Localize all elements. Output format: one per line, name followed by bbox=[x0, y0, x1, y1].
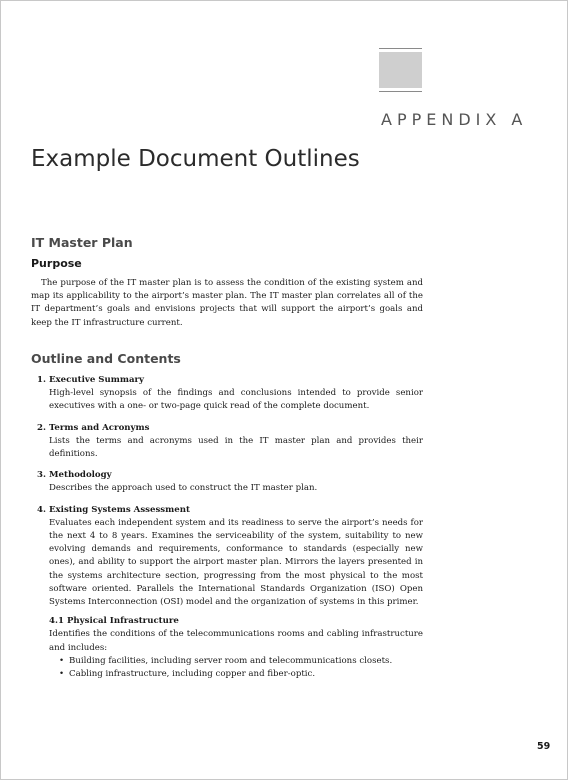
outline-item-title: Terms and Acronyms bbox=[49, 422, 150, 433]
chapter-title: Example Document Outlines bbox=[31, 146, 360, 172]
outline-heading: Outline and Contents bbox=[31, 351, 181, 366]
section-title: IT Master Plan bbox=[31, 235, 133, 250]
outline-item-description: Lists the terms and acronyms used in the IT master plan and provides their definitions. bbox=[49, 435, 423, 460]
outline-subitem-bullets bbox=[49, 655, 423, 681]
outline-item-description: Describes the approach used to construct the IT master plan. bbox=[49, 483, 318, 494]
outline-subitem-description: Identifies the conditions of the telecommunications rooms and cabling infrastructure and includes: bbox=[49, 629, 423, 653]
bullet-icon: • bbox=[59, 669, 65, 680]
outline-item bbox=[31, 422, 423, 462]
appendix-label: APPENDIX A bbox=[381, 110, 528, 129]
outline-item-number: 2. bbox=[37, 422, 46, 433]
outline-item-title: Existing Systems Assessment bbox=[49, 504, 190, 515]
purpose-text: The purpose of the IT master plan is to assess the condition of the existing system and map its applicability to the airport’s master plan. The IT master plan correlates all of the IT department’s goals and envisions projects that will support the airport’s goals and keep the IT infrastructure current. bbox=[31, 278, 423, 328]
outline-item-title: Executive Summary bbox=[49, 375, 145, 385]
outline-item bbox=[31, 469, 423, 495]
outline-item bbox=[31, 504, 423, 682]
outline-item-number: 3. bbox=[37, 470, 46, 481]
chapter-tab-block bbox=[379, 52, 422, 88]
outline-item-number: 1. bbox=[37, 375, 46, 385]
outline-item-number: 4. bbox=[37, 504, 46, 515]
bullet-text: Cabling infrastructure, including copper and fiber-optic. bbox=[69, 669, 316, 680]
outline-item-description: Evaluates each independent system and its readiness to serve the airport’s needs for the next 4 to 8 years. Examines the serviceability of the system, suitability to new evolving demands and requirements, conformance to standards (especially new ones), and ability to support the airport master plan. Mirrors the layers presented in the systems architecture section, progressing from the most physical to the most software oriented. Parallels the International Standards Organization (ISO) Open Systems Interconnection (OSI) model and the organization of systems in this primer. bbox=[49, 517, 423, 608]
purpose-heading: Purpose bbox=[31, 257, 82, 270]
bullet-icon: • bbox=[59, 655, 65, 666]
outline-list bbox=[31, 374, 423, 689]
outline-item-title: Methodology bbox=[49, 470, 112, 481]
chapter-tab-rule-top bbox=[379, 48, 422, 49]
bullet-text: Building facilities, including server room and telecommunications closets. bbox=[69, 655, 393, 666]
outline-subitem-title: 4.1 Physical Infrastructure bbox=[49, 616, 179, 627]
outline-item bbox=[31, 374, 423, 414]
outline-item-description: High-level synopsis of the findings and conclusions intended to provide senior executives with a one- or two-page quick read of the complete document. bbox=[49, 388, 423, 412]
chapter-tab-rule-bottom bbox=[379, 91, 422, 92]
page-number: 59 bbox=[537, 741, 551, 752]
bullet-item bbox=[49, 668, 423, 681]
purpose-paragraph bbox=[31, 277, 423, 330]
bullet-item bbox=[49, 655, 423, 668]
